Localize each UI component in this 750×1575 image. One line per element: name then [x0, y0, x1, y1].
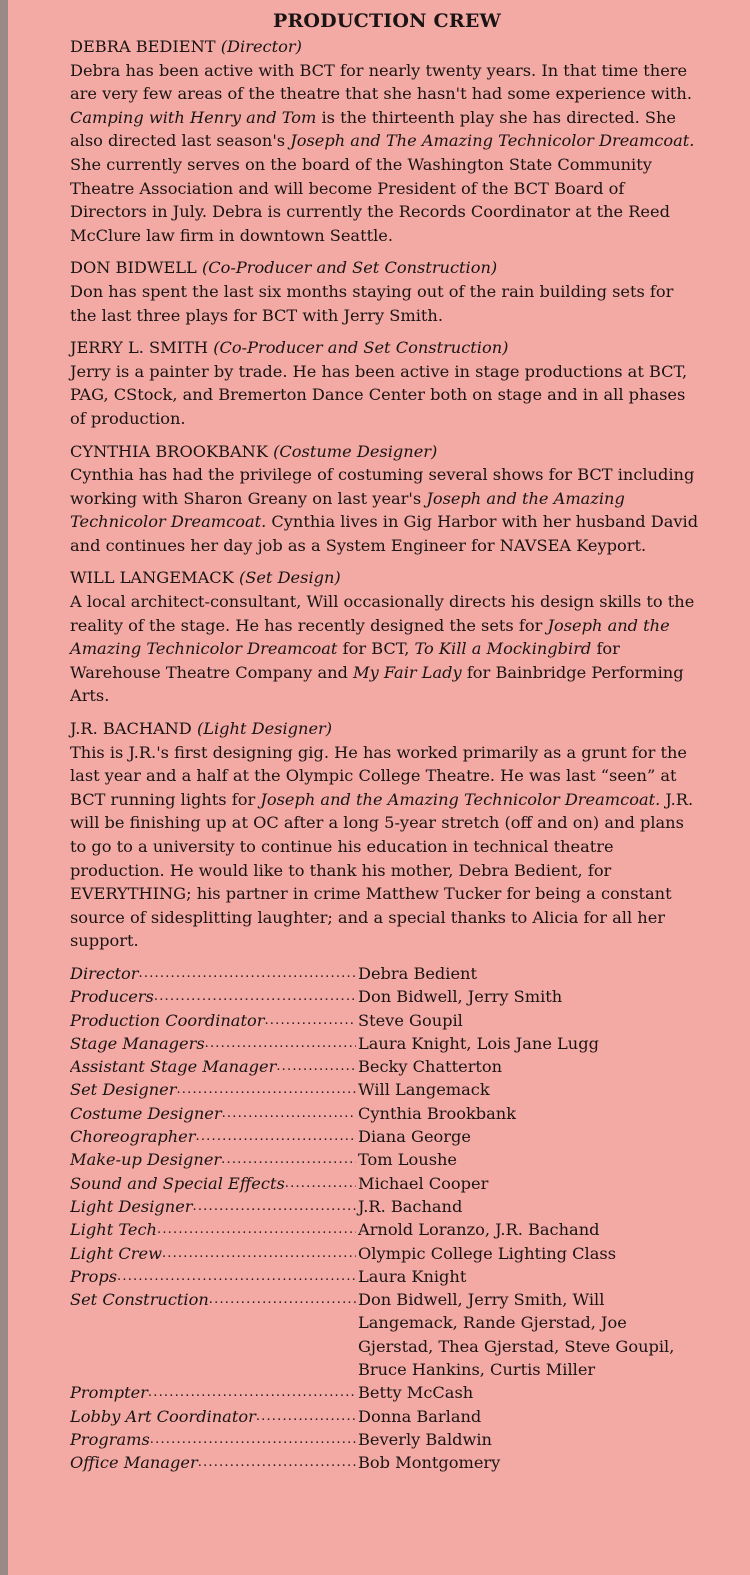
- bio-text: [70, 360, 704, 431]
- credit-row: [70, 1218, 704, 1241]
- credit-names: Don Bidwell, Jerry Smith: [358, 987, 563, 1007]
- credit-row: [70, 1265, 704, 1288]
- dot-leader: [176, 1078, 356, 1101]
- credit-names: Laura Knight: [358, 1266, 467, 1286]
- bio-text-run: J.R. will be finishing up at OC after a long 5-year stretch (off and on) and plans to go to a university to continue his education in technical theatre production. He would like to thank his mother, Debra Bedient, for EVERYTHING; his partner in crime Matthew Tucker for being a constant source of sidesplitting laughter; and a special thanks to Alicia for all her support.: [70, 789, 694, 951]
- dot-leader: [139, 962, 356, 985]
- credit-role-cell: [70, 1265, 356, 1288]
- credit-role-cell: [70, 1218, 356, 1241]
- bio-text-run: Cynthia has had the privilege of costuming several shows for BCT including working with Sharon Greany on last year's: [70, 465, 695, 508]
- bio-heading: [70, 440, 704, 464]
- credit-names: Beverly Baldwin: [358, 1429, 492, 1449]
- credit-role-cell: [70, 1428, 356, 1451]
- credit-role: Sound and Special Effects: [70, 1173, 285, 1193]
- credit-row: [70, 1195, 704, 1218]
- dot-leader: [154, 985, 356, 1008]
- credit-names: Will Langemack: [358, 1080, 490, 1100]
- bio-section: [70, 566, 704, 708]
- bio-role: (Co-Producer and Set Construction): [213, 338, 509, 358]
- dot-leader: [162, 1242, 356, 1265]
- bio-name: JERRY L. SMITH: [70, 338, 209, 358]
- credit-role: Programs: [70, 1429, 150, 1449]
- credit-row: [70, 1102, 704, 1125]
- bio-title-italic: Camping with Henry and Tom: [70, 107, 317, 127]
- bio-text: [70, 590, 704, 708]
- credit-role-cell: [70, 1032, 356, 1055]
- page-title: PRODUCTION CREW: [272, 10, 502, 32]
- credit-names: Bob Montgomery: [358, 1453, 501, 1473]
- credit-names: Cynthia Brookbank: [358, 1103, 517, 1123]
- credit-role-cell: [70, 1172, 356, 1195]
- bio-section: [70, 35, 704, 247]
- bio-heading: [70, 566, 704, 590]
- credit-role: Production Coordinator: [70, 1010, 265, 1030]
- credit-role-cell: [70, 1381, 356, 1404]
- credit-names: Steve Goupil: [358, 1010, 463, 1030]
- bio-section: [70, 440, 704, 558]
- dot-leader: [205, 1032, 356, 1055]
- bio-list: [70, 35, 704, 953]
- credit-role-cell: [70, 1148, 356, 1171]
- bio-text-run: for Warehouse Theatre Company and: [70, 639, 620, 682]
- bio-name: DEBRA BEDIENT: [70, 37, 216, 56]
- credit-row: [70, 1451, 704, 1474]
- credit-role: Props: [70, 1266, 118, 1286]
- bio-role: (Costume Designer): [273, 441, 438, 461]
- credit-row: [70, 1148, 704, 1171]
- bio-text-run: A local architect-consultant, Will occasionally directs his design skills to the reality of the stage. He has recently designed the sets for: [70, 592, 695, 635]
- bio-text-run: for BCT,: [337, 639, 415, 659]
- credit-role-cell: [70, 1195, 356, 1218]
- credit-row: [70, 1172, 704, 1195]
- credit-role-cell: [70, 1288, 356, 1381]
- bio-heading: [70, 256, 704, 280]
- bio-section: [70, 717, 704, 953]
- credit-role-cell: [70, 985, 356, 1008]
- bio-heading: [70, 35, 704, 59]
- dot-leader: [264, 1009, 356, 1032]
- bio-text-run: Cynthia lives in Gig Harbor with her husband David and continues her day job as a System Engineer for NAVSEA Keyport.: [70, 512, 699, 555]
- bio-role: (Set Design): [238, 568, 341, 588]
- bio-name: J.R. BACHAND: [70, 719, 192, 739]
- bio-name: WILL LANGEMACK: [70, 568, 234, 588]
- credit-names: Don Bidwell, Jerry Smith, Will Langemack, Rande Gjerstad, Joe Gjerstad, Thea Gjerstad, Steve Goupil, Bruce Hankins, Curtis Miller: [358, 1290, 675, 1380]
- credit-role-cell: [70, 1451, 356, 1474]
- dot-leader: [193, 1195, 356, 1218]
- bio-text-run: Debra has been active with BCT for nearly twenty years. In that time there are very few areas of the theatre that she hasn't had some experience with.: [70, 60, 692, 104]
- credit-role-cell: [70, 1009, 356, 1032]
- bio-text: [70, 741, 704, 953]
- credit-role-cell: [70, 1405, 356, 1428]
- bio-section: [70, 336, 704, 430]
- credit-row: [70, 1055, 704, 1078]
- bio-text: [70, 59, 704, 248]
- credit-role: Light Designer: [70, 1196, 193, 1216]
- credit-role: Set Construction: [70, 1290, 209, 1310]
- credit-row: [70, 1009, 704, 1032]
- credit-row: [70, 1242, 704, 1265]
- dot-leader: [221, 1148, 356, 1171]
- credit-role-cell: [70, 962, 356, 985]
- dot-leader: [195, 1125, 356, 1148]
- bio-heading: [70, 336, 704, 360]
- bio-text-run: Jerry is a painter by trade. He has been active in stage productions at BCT, PAG, CStock, and Bremerton Dance Center both on stage and in all phases of production.: [70, 361, 688, 428]
- dot-leader: [222, 1102, 356, 1125]
- credit-names: Betty McCash: [358, 1383, 474, 1403]
- credit-role: Office Manager: [70, 1453, 198, 1473]
- bio-title-italic: Joseph and the Amazing Technicolor Dreamcoat.: [70, 488, 625, 532]
- credit-row: [70, 1078, 704, 1101]
- credit-names: Donna Barland: [358, 1406, 482, 1426]
- credit-names: Michael Cooper: [358, 1173, 489, 1193]
- bio-text-run: This is J.R.'s first designing gig. He has worked primarily as a grunt for the last year and a half at the Olympic College Theatre. He was last “seen” at BCT running lights for: [70, 742, 688, 809]
- credit-role: Director: [70, 963, 139, 983]
- credit-role: Assistant Stage Manager: [70, 1057, 277, 1077]
- bio-text: [70, 463, 704, 557]
- credit-role: Light Tech: [70, 1220, 157, 1240]
- bio-text: [70, 280, 704, 327]
- credit-names: Olympic College Lighting Class: [358, 1243, 617, 1263]
- bio-role: (Co-Producer and Set Construction): [201, 258, 498, 278]
- bio-text-run: for Bainbridge Performing Arts.: [70, 662, 684, 706]
- bio-role: (Director): [220, 37, 302, 56]
- bio-title-italic: Joseph and The Amazing Technicolor Dreamcoat.: [290, 131, 695, 151]
- dot-leader: [150, 1428, 356, 1451]
- credit-row: [70, 962, 704, 985]
- credit-role: Set Designer: [70, 1080, 177, 1100]
- credit-names: J.R. Bachand: [358, 1196, 463, 1216]
- credit-role-cell: [70, 1102, 356, 1125]
- bio-text-run: She currently serves on the board of the Washington State Community Theatre Association and will become President of the BCT Board of Directors in July. Debra is currently the Records Coordinator at the Reed McClure law firm in downtown Seattle.: [70, 154, 670, 245]
- dot-leader: [198, 1451, 356, 1474]
- bio-section: [70, 256, 704, 327]
- bio-text-run: is the thirteenth play she has directed. She also directed last season's: [70, 107, 677, 151]
- credit-role: Make-up Designer: [70, 1150, 222, 1170]
- credit-role-cell: [70, 1125, 356, 1148]
- credit-row: [70, 1288, 704, 1381]
- page-edge: [0, 0, 8, 1575]
- credit-row: [70, 985, 704, 1008]
- credit-row: [70, 1405, 704, 1428]
- credit-role-cell: [70, 1055, 356, 1078]
- credit-role: Prompter: [70, 1383, 148, 1403]
- bio-heading: [70, 717, 704, 741]
- dot-leader: [148, 1381, 356, 1404]
- credit-row: [70, 1428, 704, 1451]
- bio-title-italic: To Kill a Mockingbird: [414, 639, 592, 659]
- credit-row: [70, 1032, 704, 1055]
- credit-role-cell: [70, 1242, 356, 1265]
- credit-role: Producers: [70, 987, 154, 1007]
- credit-names: Arnold Loranzo, J.R. Bachand: [358, 1220, 600, 1240]
- credit-names: Diana George: [358, 1127, 471, 1147]
- dot-leader: [117, 1265, 356, 1288]
- dot-leader: [256, 1405, 356, 1428]
- credit-role: Costume Designer: [70, 1103, 222, 1123]
- credit-role-cell: [70, 1078, 356, 1101]
- bio-text-run: Don has spent the last six months staying out of the rain building sets for the last three plays for BCT with Jerry Smith.: [70, 281, 674, 325]
- credit-role: Stage Managers: [70, 1033, 205, 1053]
- credit-names: Tom Loushe: [358, 1150, 458, 1170]
- dot-leader: [285, 1172, 356, 1195]
- credits-list: [70, 962, 704, 1475]
- bio-title-italic: Joseph and the Amazing Technicolor Dreamcoat: [70, 615, 670, 659]
- bio-role: (Light Designer): [196, 719, 333, 739]
- credit-role: Choreographer: [70, 1127, 196, 1147]
- credit-row: [70, 1381, 704, 1404]
- bio-title-italic: Joseph and the Amazing Technicolor Dreamcoat.: [260, 789, 661, 809]
- credit-names: Becky Chatterton: [358, 1057, 503, 1077]
- bio-name: DON BIDWELL: [70, 258, 197, 278]
- bio-name: CYNTHIA BROOKBANK: [70, 441, 268, 461]
- dot-leader: [157, 1218, 356, 1241]
- bio-title-italic: My Fair Lady: [353, 662, 462, 682]
- credit-role: Light Crew: [70, 1243, 162, 1263]
- credit-names: Debra Bedient: [358, 963, 477, 983]
- dot-leader: [209, 1288, 356, 1381]
- credit-row: [70, 1125, 704, 1148]
- dot-leader: [276, 1055, 356, 1078]
- credit-role: Lobby Art Coordinator: [70, 1406, 256, 1426]
- credit-names: Laura Knight, Lois Jane Lugg: [358, 1033, 599, 1053]
